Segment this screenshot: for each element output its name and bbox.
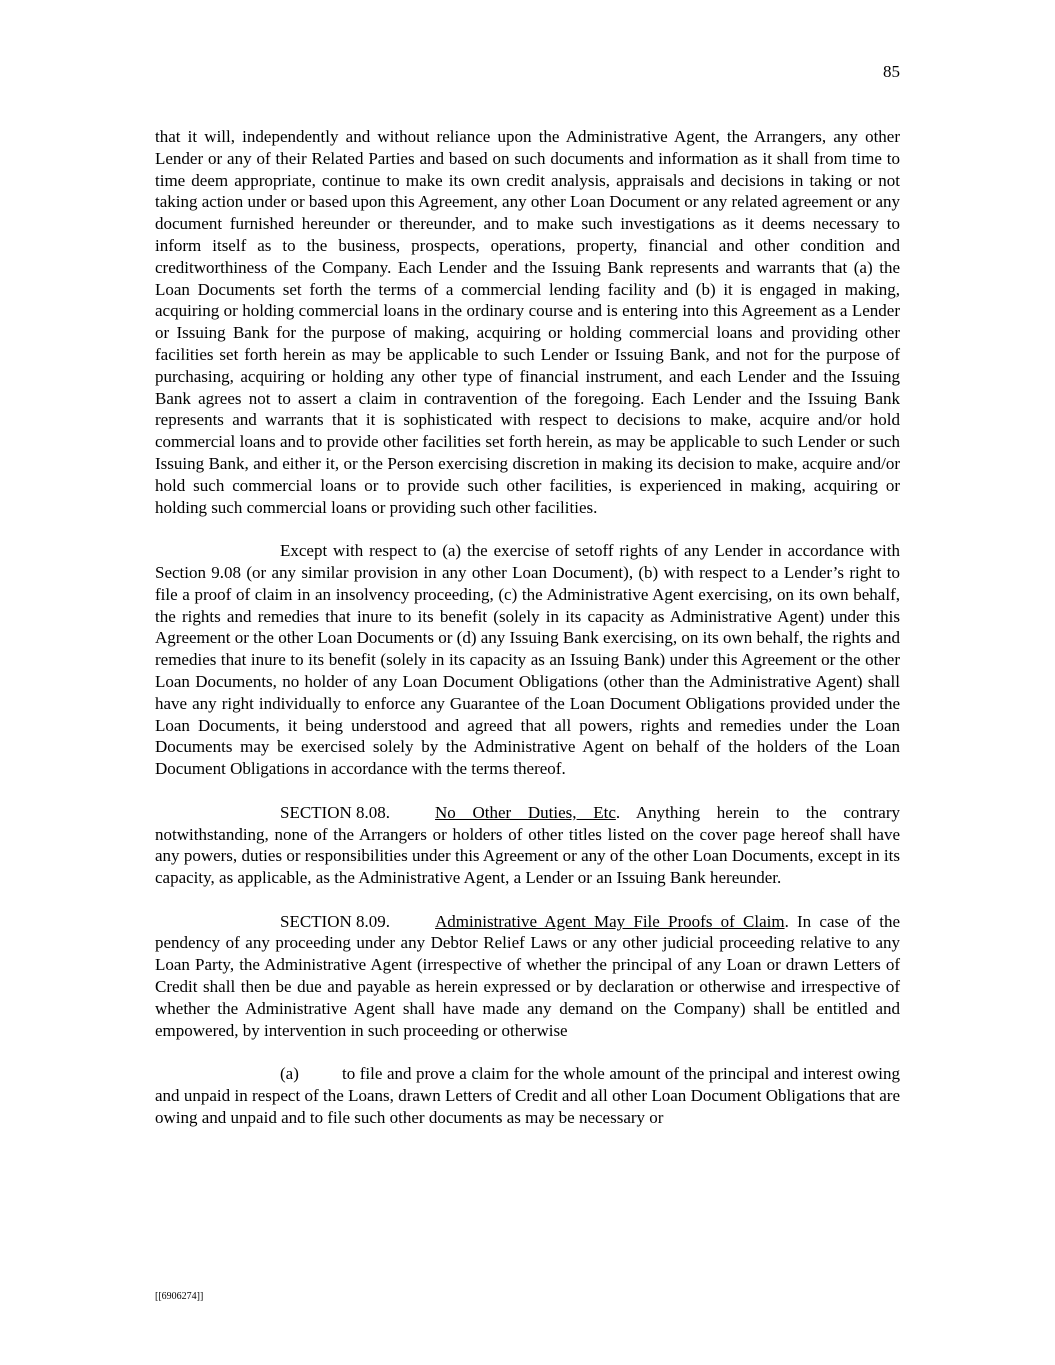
section-8-08 xyxy=(155,802,900,889)
section-8-09-heading: Administrative Agent May File Proofs of Claim xyxy=(435,911,785,931)
clause-a-label: (a) xyxy=(280,1064,299,1084)
page-number: 85 xyxy=(883,62,900,81)
section-8-09-text: . In case of the pendency of any proceeding under any Debtor Relief Laws or any other judicial proceeding relative to any Loan Party, the Administrative Agent (irrespective of whether the principal of any Loan or drawn Letters of Credit shall then be due and payable as herein expressed or by declaration or otherwise and irrespective of whether the Administrative Agent shall have made any demand on the Company) shall be entitled and empowered, by intervention in such proceeding or otherwise xyxy=(155,911,900,1040)
section-8-08-heading: No Other Duties, Etc xyxy=(435,802,616,822)
section-8-09-number: SECTION 8.09. xyxy=(280,911,391,931)
clause-a-text: to file and prove a claim for the whole amount of the principal and interest owing and unpaid in respect of the Loans, drawn Letters of Credit and all other Loan Document Obligations that are owing and unpaid and to file such other documents as may be necessary or xyxy=(155,1064,900,1127)
section-8-08-number: SECTION 8.08. xyxy=(280,802,391,822)
clause-a xyxy=(155,1063,900,1128)
paragraph-except: Except with respect to (a) the exercise of setoff rights of any Lender in accordance with Section 9.08 (or any similar provision in any other Loan Document), (b) with respect to a Lender’s right to file a proof of claim in an insolvency proceeding, (c) the Administrative Agent exercising, on its own behalf, the rights and remedies that inure to its benefit (solely in its capacity as Administrative Agent) under this Agreement or the other Loan Documents or (d) any Issuing Bank exercising, on its own behalf, the rights and remedies that inure to its benefit (solely in its capacity as an Issuing Bank) under this Agreement or the other Loan Documents, no holder of any Loan Document Obligations (other than the Administrative Agent) shall have any right individually to enforce any Guarantee of the Loan Document Obligations provided under the Loan Documents, it being understood and agreed that all powers, rights and remedies under the Loan Documents may be exercised solely by the Administrative Agent on behalf of the holders of the Loan Document Obligations in accordance with the terms thereof. xyxy=(155,541,900,779)
document-body xyxy=(155,126,900,1150)
paragraph-continuation: that it will, independently and without reliance upon the Administrative Agent, the Arrangers, any other Lender or any of their Related Parties and based on such documents and information as it shall from time to time deem appropriate, continue to make its own credit analysis, appraisals and decisions in taking or not taking action under or based upon this Agreement, any other Loan Document or any related agreement or any document furnished hereunder or thereunder, and to make such investigations as it deems necessary to inform itself as to the business, prospects, operations, property, financial and other condition and creditworthiness of the Company. Each Lender and the Issuing Bank represents and warrants that (a) the Loan Documents set forth the terms of a commercial lending facility and (b) it is engaged in making, acquiring or holding commercial loans in the ordinary course and is entering into this Agreement as a Lender or Issuing Bank for the purpose of making, acquiring or holding commercial loans and providing other facilities set forth herein as may be applicable to such Lender or Issuing Bank, and not for the purpose of purchasing, acquiring or holding any other type of financial instrument, and each Lender and the Issuing Bank agrees not to assert a claim in contravention of the foregoing. Each Lender and the Issuing Bank represents and warrants that it is sophisticated with respect to decisions to make, acquire and/or hold commercial loans and to provide other facilities set forth herein, as may be applicable to such Lender or such Issuing Bank, and either it, or the Person exercising discretion in making its decision to make, acquire and/or hold such commercial loans or to provide such other facilities, is experienced in making, acquiring or holding such commercial loans or providing such other facilities. xyxy=(155,127,900,517)
document-id-footer: [[6906274]] xyxy=(155,1291,204,1302)
section-8-09 xyxy=(155,911,900,1042)
section-8-08-text: . Anything herein to the contrary notwithstanding, none of the Arrangers or holders of other titles listed on the cover page hereof shall have any powers, duties or responsibilities under this Agreement or any of the other Loan Documents, except in its capacity, as applicable, as the Administrative Agent, a Lender or an Issuing Bank hereunder. xyxy=(155,802,900,888)
